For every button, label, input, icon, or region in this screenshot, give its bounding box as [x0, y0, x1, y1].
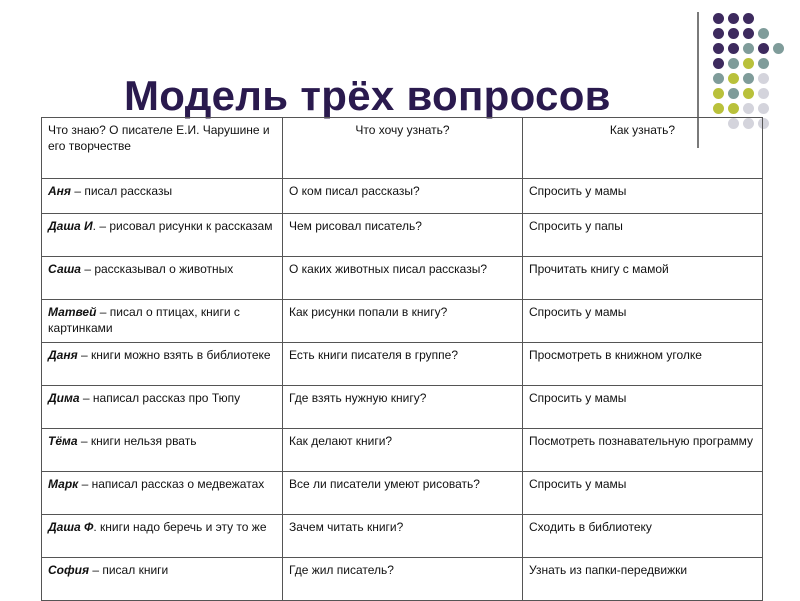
known-cell [42, 386, 283, 429]
decorative-dot [758, 73, 769, 84]
decorative-dot [758, 58, 769, 69]
question-cell: Есть книги писателя в группе? [283, 343, 523, 386]
header-what-i-want-to-know: Что хочу узнать? [283, 118, 523, 179]
how-cell: Посмотреть познавательную программу [523, 429, 763, 472]
table-row [42, 386, 763, 429]
decorative-dot [713, 103, 724, 114]
question-cell: Как делают книги? [283, 429, 523, 472]
known-cell [42, 214, 283, 257]
known-text: – книги можно взять в библиотеке [77, 348, 271, 362]
decorative-dot [713, 73, 724, 84]
known-text: . книги надо беречь и эту то же [93, 520, 267, 534]
known-text: – рассказывал о животных [80, 262, 234, 276]
known-cell [42, 179, 283, 214]
how-cell: Спросить у мамы [523, 386, 763, 429]
known-cell [42, 429, 283, 472]
decorative-dot [713, 58, 724, 69]
question-cell: Все ли писатели умеют рисовать? [283, 472, 523, 515]
child-name: Аня [48, 184, 71, 198]
question-cell: Где жил писатель? [283, 558, 523, 601]
decorative-dot [773, 43, 784, 54]
child-name: Тёма [48, 434, 78, 448]
known-cell [42, 300, 283, 343]
how-cell: Прочитать книгу с мамой [523, 257, 763, 300]
decorative-dot [728, 13, 739, 24]
table-row [42, 515, 763, 558]
known-cell [42, 558, 283, 601]
how-cell: Спросить у папы [523, 214, 763, 257]
decorative-dot [728, 103, 739, 114]
question-cell: Чем рисовал писатель? [283, 214, 523, 257]
decorative-dot [728, 88, 739, 99]
header-how-to-find-out: Как узнать? [523, 118, 763, 179]
decorative-dot [728, 58, 739, 69]
decorative-dot [713, 13, 724, 24]
known-text: – писал книги [89, 563, 169, 577]
table-row [42, 343, 763, 386]
decorative-dot [743, 73, 754, 84]
how-cell: Узнать из папки-передвижки [523, 558, 763, 601]
decorative-dot [743, 13, 754, 24]
question-cell: Как рисунки попали в книгу? [283, 300, 523, 343]
known-cell [42, 472, 283, 515]
question-cell: Где взять нужную книгу? [283, 386, 523, 429]
table-row [42, 214, 763, 257]
three-questions-table [41, 117, 763, 601]
decorative-dot [728, 73, 739, 84]
table-row [42, 179, 763, 214]
child-name: Марк [48, 477, 79, 491]
decorative-dot [728, 28, 739, 39]
table-row [42, 429, 763, 472]
known-cell [42, 515, 283, 558]
decorative-dot [713, 88, 724, 99]
how-cell: Сходить в библиотеку [523, 515, 763, 558]
child-name: Даня [48, 348, 78, 362]
decorative-dot [743, 43, 754, 54]
decorative-dot [743, 88, 754, 99]
decorative-dot [743, 28, 754, 39]
decorative-dot [713, 43, 724, 54]
how-cell: Спросить у мамы [523, 179, 763, 214]
how-cell: Спросить у мамы [523, 300, 763, 343]
child-name: София [48, 563, 90, 577]
known-text: – написал рассказ про Тюпу [79, 391, 241, 405]
slide-title: Модель трёх вопросов [124, 72, 611, 119]
decorative-dot [758, 43, 769, 54]
child-name: Дима [48, 391, 80, 405]
table-row [42, 472, 763, 515]
decorative-dot [743, 103, 754, 114]
child-name: Даша Ф [48, 520, 94, 534]
how-cell: Спросить у мамы [523, 472, 763, 515]
how-cell: Просмотреть в книжном уголке [523, 343, 763, 386]
table-row [42, 300, 763, 343]
child-name: Матвей [48, 305, 97, 319]
decorative-dot [728, 43, 739, 54]
child-name: Саша [48, 262, 81, 276]
question-cell: О ком писал рассказы? [283, 179, 523, 214]
known-cell [42, 343, 283, 386]
known-text: . – рисовал рисунки к рассказам [92, 219, 273, 233]
question-cell: О каких животных писал рассказы? [283, 257, 523, 300]
decorative-dot [713, 28, 724, 39]
table-row [42, 558, 763, 601]
decorative-dot [758, 28, 769, 39]
table-row [42, 257, 763, 300]
known-text: – написал рассказ о медвежатах [78, 477, 265, 491]
question-cell: Зачем читать книги? [283, 515, 523, 558]
table-header-row [42, 118, 763, 179]
known-cell [42, 257, 283, 300]
known-text: – писал о птицах, книги с картинками [48, 305, 240, 335]
decorative-dot [758, 88, 769, 99]
decorative-dot [743, 58, 754, 69]
child-name: Даша И [48, 219, 93, 233]
decorative-dot [758, 103, 769, 114]
known-text: – писал рассказы [70, 184, 173, 198]
known-text: – книги нельзя рвать [77, 434, 197, 448]
header-what-i-know: Что знаю? О писателе Е.И. Чарушине и его творчестве [42, 118, 283, 179]
